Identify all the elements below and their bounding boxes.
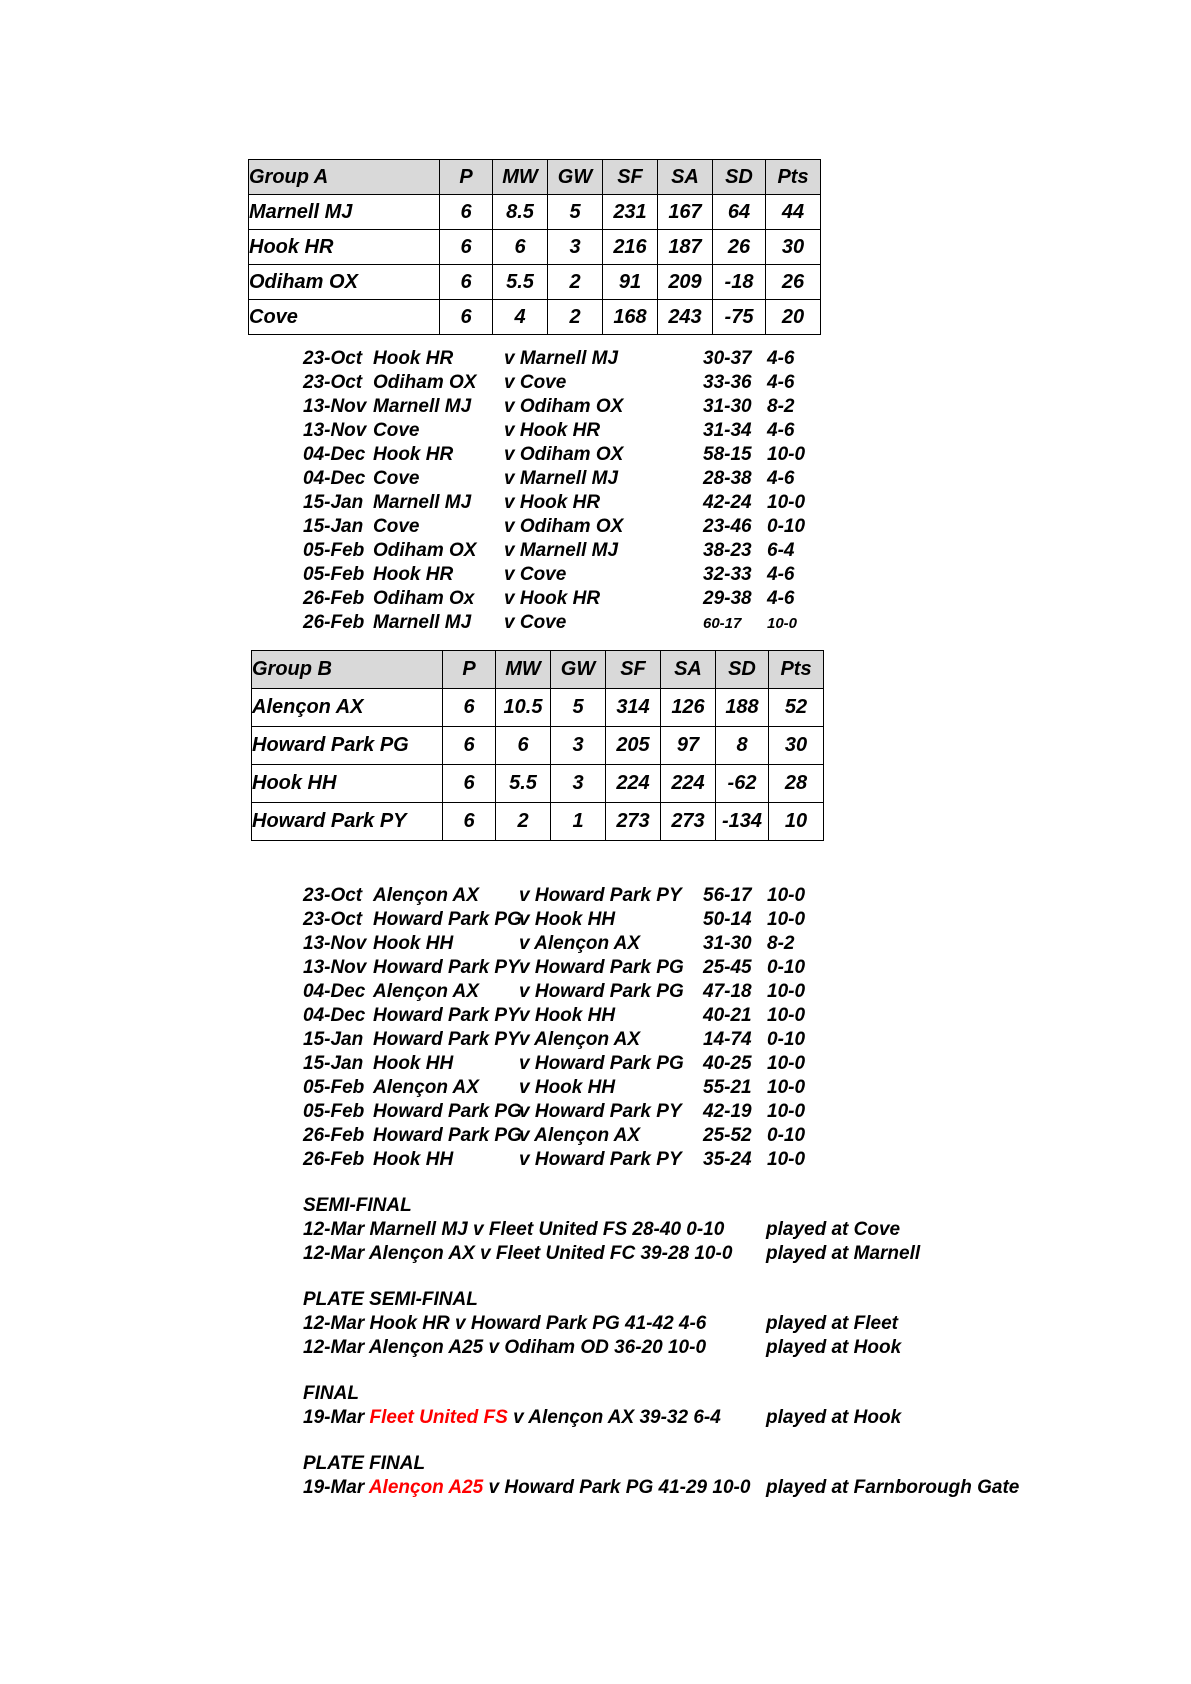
fixture-away-team: v Hook HH [519, 1005, 616, 1026]
cell-sf: 273 [606, 803, 661, 841]
knockout-venue: played at Fleet [766, 1313, 898, 1334]
fixture-date: 15-Jan [303, 1029, 364, 1050]
fixture-home-team: Howard Park PY [373, 1005, 520, 1026]
column-header-sd: SD [713, 160, 766, 195]
fixture-row [303, 932, 805, 956]
fixture-away-team: v Howard Park PG [519, 981, 684, 1002]
cell-sd: -18 [713, 265, 766, 300]
fixture-home-team: Cove [373, 516, 420, 537]
fixture-points: 10-0 [767, 909, 806, 930]
knockout-match-text [303, 1312, 766, 1336]
fixture-row [303, 1148, 805, 1172]
cell-sa: 126 [661, 689, 716, 727]
column-header-group: Group A [249, 160, 440, 195]
cell-p: 6 [443, 803, 496, 841]
fixture-points: 10-0 [767, 1005, 806, 1026]
knockout-venue: played at Cove [766, 1219, 901, 1240]
cell-p: 6 [440, 195, 493, 230]
fixture-away-team: v Alençon AX [519, 1029, 641, 1050]
fixture-row [303, 611, 805, 635]
fixture-points: 8-2 [767, 396, 795, 417]
fixture-home-team: Cove [373, 468, 420, 489]
cell-sf: 91 [603, 265, 658, 300]
knockout-section [303, 1194, 1019, 1522]
fixture-away-team: v Howard Park PY [519, 1101, 682, 1122]
fixture-score: 25-52 [703, 1125, 752, 1146]
cell-gw: 5 [548, 195, 603, 230]
fixture-date: 05-Feb [303, 1077, 365, 1098]
table-row [252, 765, 824, 803]
fixture-points: 8-2 [767, 933, 795, 954]
group-b-fixture-list [303, 884, 805, 1172]
cell-sd: 8 [716, 727, 769, 765]
fixture-away-team: v Alençon AX [519, 1125, 641, 1146]
fixture-date: 15-Jan [303, 1053, 364, 1074]
group-a-table-head [249, 160, 821, 195]
fixture-date: 26-Feb [303, 1149, 365, 1170]
fixture-points: 4-6 [767, 372, 795, 393]
fixture-away-team: v Howard Park PG [519, 957, 684, 978]
cell-p: 6 [440, 265, 493, 300]
cell-sf: 231 [603, 195, 658, 230]
group-b-table-head [252, 651, 824, 689]
cell-sd: -134 [716, 803, 769, 841]
table-row [249, 195, 821, 230]
cell-pts: 52 [769, 689, 824, 727]
cell-gw: 3 [548, 230, 603, 265]
fixture-score: 29-38 [703, 588, 752, 609]
fixture-score: 25-45 [703, 957, 752, 978]
fixture-away-team: v Marnell MJ [504, 348, 619, 369]
cell-sf: 205 [606, 727, 661, 765]
fixture-points: 10-0 [767, 1149, 806, 1170]
fixture-points: 10-0 [767, 615, 798, 632]
fixture-row [303, 1124, 805, 1148]
column-header-gw: GW [551, 651, 606, 689]
fixture-away-team: v Howard Park PG [519, 1053, 684, 1074]
match-post-text: v Howard Park PG 41-29 10-0 [483, 1477, 751, 1498]
fixture-row [303, 443, 805, 467]
fixture-row [303, 371, 805, 395]
fixture-date: 23-Oct [303, 885, 363, 906]
fixture-away-team: v Cove [504, 612, 567, 633]
column-header-group: Group B [252, 651, 443, 689]
cell-mw: 5.5 [496, 765, 551, 803]
fixture-points: 4-6 [767, 348, 795, 369]
table-header-row [252, 651, 824, 689]
fixture-date: 04-Dec [303, 1005, 366, 1026]
fixture-row [303, 908, 805, 932]
fixture-score: 38-23 [703, 540, 752, 561]
fixture-score: 55-21 [703, 1077, 752, 1098]
fixture-date: 13-Nov [303, 396, 367, 417]
fixture-home-team: Alençon AX [373, 981, 479, 1002]
team-name: Hook HR [249, 230, 440, 265]
fixture-home-team: Howard Park PY [373, 1029, 520, 1050]
match-pre-text: 19-Mar [303, 1407, 370, 1428]
fixture-row [303, 884, 805, 908]
fixture-points: 4-6 [767, 420, 795, 441]
column-header-sf: SF [603, 160, 658, 195]
fixture-points: 10-0 [767, 1077, 806, 1098]
knockout-venue: played at Farnborough Gate [766, 1477, 1020, 1498]
fixture-away-team: v Hook HR [504, 588, 601, 609]
cell-p: 6 [440, 300, 493, 335]
cell-pts: 26 [766, 265, 821, 300]
knockout-match-row [303, 1312, 1019, 1336]
cell-sd: 64 [713, 195, 766, 230]
fixture-home-team: Hook HR [373, 348, 454, 369]
fixture-row [303, 491, 805, 515]
cell-mw: 8.5 [493, 195, 548, 230]
fixture-points: 0-10 [767, 957, 806, 978]
column-header-gw: GW [548, 160, 603, 195]
cell-sa: 243 [658, 300, 713, 335]
cell-mw: 5.5 [493, 265, 548, 300]
fixture-points: 4-6 [767, 564, 795, 585]
fixture-row [303, 1100, 805, 1124]
column-header-sf: SF [606, 651, 661, 689]
cell-pts: 44 [766, 195, 821, 230]
fixture-away-team: v Marnell MJ [504, 540, 619, 561]
knockout-match-row [303, 1218, 1019, 1242]
fixture-away-team: v Hook HR [504, 420, 601, 441]
column-header-p: P [440, 160, 493, 195]
fixture-home-team: Howard Park PG [373, 1125, 522, 1146]
column-header-mw: MW [496, 651, 551, 689]
fixture-away-team: v Cove [504, 564, 567, 585]
fixture-score: 33-36 [703, 372, 752, 393]
column-header-p: P [443, 651, 496, 689]
cell-gw: 2 [548, 300, 603, 335]
cell-pts: 30 [769, 727, 824, 765]
fixture-row [303, 563, 805, 587]
fixture-row [303, 395, 805, 419]
cell-gw: 3 [551, 727, 606, 765]
fixture-away-team: v Odiham OX [504, 444, 624, 465]
cell-mw: 4 [493, 300, 548, 335]
cell-gw: 2 [548, 265, 603, 300]
cell-sd: 188 [716, 689, 769, 727]
column-header-sa: SA [658, 160, 713, 195]
match-highlight-team: Alençon A25 [368, 1477, 484, 1498]
column-header-mw: MW [493, 160, 548, 195]
knockout-title: PLATE FINAL [303, 1453, 426, 1474]
cell-gw: 5 [551, 689, 606, 727]
knockout-title: PLATE SEMI-FINAL [303, 1289, 478, 1310]
fixture-home-team: Hook HR [373, 444, 454, 465]
cell-p: 6 [443, 727, 496, 765]
fixture-score: 47-18 [703, 981, 752, 1002]
fixture-date: 23-Oct [303, 372, 363, 393]
cell-sf: 168 [603, 300, 658, 335]
fixture-home-team: Alençon AX [373, 1077, 479, 1098]
fixture-row [303, 587, 805, 611]
fixture-row [303, 1076, 805, 1100]
fixture-score: 60-17 [703, 615, 742, 632]
cell-sa: 209 [658, 265, 713, 300]
fixture-home-team: Cove [373, 420, 420, 441]
cell-p: 6 [443, 689, 496, 727]
fixture-home-team: Howard Park PY [373, 957, 520, 978]
fixture-home-team: Hook HH [373, 1053, 454, 1074]
fixture-away-team: v Marnell MJ [504, 468, 619, 489]
cell-sa: 187 [658, 230, 713, 265]
fixture-row [303, 347, 805, 371]
fixture-home-team: Hook HH [373, 1149, 454, 1170]
knockout-match-text [303, 1336, 766, 1360]
fixture-score: 31-34 [703, 420, 752, 441]
cell-mw: 10.5 [496, 689, 551, 727]
group-a-standings-table [248, 159, 821, 335]
team-name: Marnell MJ [249, 195, 440, 230]
cell-pts: 30 [766, 230, 821, 265]
cell-sa: 167 [658, 195, 713, 230]
fixture-score: 31-30 [703, 933, 752, 954]
match-highlight-team: Fleet United FS [369, 1407, 508, 1428]
fixture-score: 42-19 [703, 1101, 752, 1122]
fixture-date: 15-Jan [303, 492, 364, 513]
column-header-pts: Pts [769, 651, 824, 689]
fixture-row [303, 980, 805, 1004]
table-row [252, 803, 824, 841]
cell-mw: 2 [496, 803, 551, 841]
fixture-away-team: v Cove [504, 372, 567, 393]
knockout-venue: played at Hook [766, 1407, 902, 1428]
cell-sd: -62 [716, 765, 769, 803]
match-post-text: v Alençon AX 39-32 6-4 [507, 1407, 721, 1428]
fixture-score: 56-17 [703, 885, 752, 906]
fixture-home-team: Hook HH [373, 933, 454, 954]
fixture-date: 23-Oct [303, 909, 363, 930]
fixture-date: 26-Feb [303, 588, 365, 609]
fixture-score: 35-24 [703, 1149, 752, 1170]
fixture-date: 26-Feb [303, 612, 365, 633]
team-name: Cove [249, 300, 440, 335]
fixture-row [303, 539, 805, 563]
team-name: Howard Park PY [252, 803, 443, 841]
knockout-match-row [303, 1476, 1019, 1500]
knockout-title: FINAL [303, 1383, 359, 1404]
cell-pts: 10 [769, 803, 824, 841]
fixture-points: 0-10 [767, 516, 806, 537]
fixture-date: 15-Jan [303, 516, 364, 537]
cell-mw: 6 [496, 727, 551, 765]
fixture-away-team: v Hook HR [504, 492, 601, 513]
column-header-pts: Pts [766, 160, 821, 195]
fixture-score: 58-15 [703, 444, 752, 465]
cell-sa: 97 [661, 727, 716, 765]
knockout-block-semi-final [303, 1194, 1019, 1266]
cell-gw: 3 [551, 765, 606, 803]
fixture-score: 42-24 [703, 492, 752, 513]
fixture-home-team: Odiham Ox [373, 588, 475, 609]
fixture-score: 40-25 [703, 1053, 752, 1074]
fixture-row [303, 956, 805, 980]
fixture-home-team: Marnell MJ [373, 492, 472, 513]
fixture-home-team: Hook HR [373, 564, 454, 585]
knockout-title: SEMI-FINAL [303, 1195, 412, 1216]
fixture-home-team: Odiham OX [373, 540, 477, 561]
fixture-points: 10-0 [767, 492, 806, 513]
fixture-score: 32-33 [703, 564, 752, 585]
fixture-date: 05-Feb [303, 540, 365, 561]
cell-mw: 6 [493, 230, 548, 265]
fixture-points: 10-0 [767, 981, 806, 1002]
fixture-row [303, 1028, 805, 1052]
fixture-row [303, 419, 805, 443]
knockout-block-plate-semi-final [303, 1288, 1019, 1360]
table-header-row [249, 160, 821, 195]
team-name: Odiham OX [249, 265, 440, 300]
match-pre-text: 12-Mar Marnell MJ v Fleet United FS 28-40 0-10 [303, 1219, 725, 1240]
column-header-sd: SD [716, 651, 769, 689]
table-row [249, 230, 821, 265]
group-b-standings-table [251, 650, 824, 841]
fixture-points: 0-10 [767, 1029, 806, 1050]
fixture-home-team: Marnell MJ [373, 396, 472, 417]
fixture-date: 04-Dec [303, 981, 366, 1002]
table-row [252, 727, 824, 765]
knockout-venue: played at Hook [766, 1337, 902, 1358]
table-row [249, 265, 821, 300]
fixture-away-team: v Hook HH [519, 1077, 616, 1098]
column-header-sa: SA [661, 651, 716, 689]
knockout-match-text [303, 1406, 766, 1430]
cell-sf: 224 [606, 765, 661, 803]
fixture-points: 4-6 [767, 588, 795, 609]
fixture-date: 04-Dec [303, 468, 366, 489]
group-a-fixture-list [303, 347, 805, 635]
fixture-score: 40-21 [703, 1005, 752, 1026]
fixture-score: 30-37 [703, 348, 752, 369]
cell-sf: 314 [606, 689, 661, 727]
match-pre-text: 19-Mar [303, 1477, 369, 1498]
cell-sa: 273 [661, 803, 716, 841]
match-pre-text: 12-Mar Alençon A25 v Odiham OD 36-20 10-0 [303, 1337, 707, 1358]
team-name: Hook HH [252, 765, 443, 803]
cell-p: 6 [440, 230, 493, 265]
fixture-date: 13-Nov [303, 933, 367, 954]
knockout-block-plate-final [303, 1452, 1019, 1500]
fixture-home-team: Howard Park PG [373, 909, 522, 930]
fixture-away-team: v Odiham OX [504, 396, 624, 417]
fixture-date: 05-Feb [303, 1101, 365, 1122]
knockout-venue: played at Marnell [766, 1243, 921, 1264]
fixture-date: 23-Oct [303, 348, 363, 369]
cell-sa: 224 [661, 765, 716, 803]
cell-p: 6 [443, 765, 496, 803]
fixture-away-team: v Odiham OX [504, 516, 624, 537]
fixture-score: 28-38 [703, 468, 752, 489]
table-row [249, 300, 821, 335]
knockout-match-text [303, 1218, 766, 1242]
cell-sd: -75 [713, 300, 766, 335]
cell-pts: 20 [766, 300, 821, 335]
fixture-date: 04-Dec [303, 444, 366, 465]
fixture-points: 10-0 [767, 444, 806, 465]
fixture-date: 26-Feb [303, 1125, 365, 1146]
fixture-row [303, 467, 805, 491]
fixture-date: 13-Nov [303, 420, 367, 441]
fixture-points: 10-0 [767, 1053, 806, 1074]
fixture-date: 13-Nov [303, 957, 367, 978]
fixture-score: 14-74 [703, 1029, 752, 1050]
fixture-home-team: Marnell MJ [373, 612, 472, 633]
fixture-home-team: Howard Park PG [373, 1101, 522, 1122]
knockout-match-row [303, 1242, 1019, 1266]
knockout-block-final [303, 1382, 1019, 1430]
fixture-date: 05-Feb [303, 564, 365, 585]
group-a-table-body [249, 195, 821, 335]
fixture-row [303, 515, 805, 539]
group-b-table-body [252, 689, 824, 841]
fixture-score: 23-46 [703, 516, 752, 537]
fixture-score: 50-14 [703, 909, 752, 930]
team-name: Howard Park PG [252, 727, 443, 765]
fixture-points: 10-0 [767, 1101, 806, 1122]
team-name: Alençon AX [252, 689, 443, 727]
cell-sd: 26 [713, 230, 766, 265]
match-pre-text: 12-Mar Alençon AX v Fleet United FC 39-28 10-0 [303, 1243, 733, 1264]
fixture-points: 4-6 [767, 468, 795, 489]
knockout-match-row [303, 1336, 1019, 1360]
cell-sf: 216 [603, 230, 658, 265]
match-pre-text: 12-Mar Hook HR v Howard Park PG 41-42 4-6 [303, 1313, 707, 1334]
fixture-away-team: v Howard Park PY [519, 885, 682, 906]
knockout-match-text [303, 1242, 766, 1266]
knockout-match-row [303, 1406, 1019, 1430]
fixture-score: 31-30 [703, 396, 752, 417]
fixture-away-team: v Howard Park PY [519, 1149, 682, 1170]
cell-gw: 1 [551, 803, 606, 841]
fixture-away-team: v Alençon AX [519, 933, 641, 954]
fixture-row [303, 1004, 805, 1028]
cell-pts: 28 [769, 765, 824, 803]
table-row [252, 689, 824, 727]
fixture-row [303, 1052, 805, 1076]
fixture-home-team: Alençon AX [373, 885, 479, 906]
fixture-points: 6-4 [767, 540, 795, 561]
fixture-points: 10-0 [767, 885, 806, 906]
fixture-away-team: v Hook HH [519, 909, 616, 930]
knockout-match-text [303, 1476, 766, 1500]
fixture-home-team: Odiham OX [373, 372, 477, 393]
fixture-points: 0-10 [767, 1125, 806, 1146]
